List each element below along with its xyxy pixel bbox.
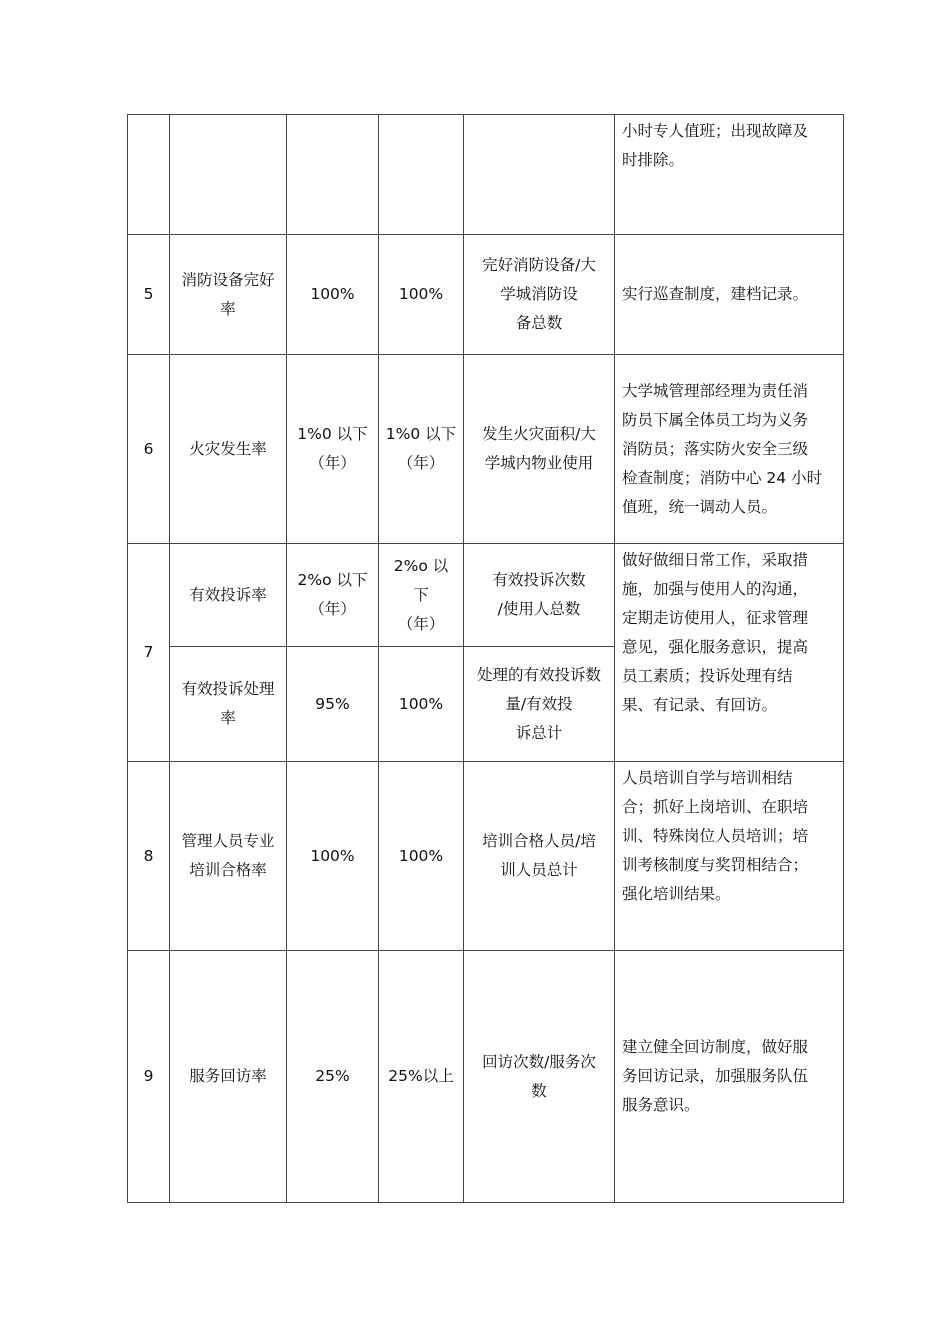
kpi-table xyxy=(127,114,844,1203)
standard-line: 1%0 以下 xyxy=(297,425,368,443)
measures-line: 果、有记录、有回访。 xyxy=(622,696,778,714)
measures-line: 人员培训自学与培训相结 xyxy=(622,769,793,787)
formula-line: 发生火灾面积/大 xyxy=(482,425,596,443)
measures-line: 值班，统一调动人员。 xyxy=(622,497,778,516)
target-line: 100% xyxy=(398,285,444,303)
target-line: 2%o 以 xyxy=(393,556,449,575)
name-line: 有效投诉处理 xyxy=(181,680,275,698)
target-line: 1%0 以下 xyxy=(385,425,457,443)
target-line: 100% xyxy=(398,846,444,865)
no-cell: 6 xyxy=(128,355,170,544)
formula-cell xyxy=(464,115,615,235)
formula-cell xyxy=(464,647,615,762)
name-cell xyxy=(170,355,287,544)
formula-line: 有效投诉次数 xyxy=(492,571,586,589)
formula-cell xyxy=(464,762,615,951)
measures-line: 定期走访使用人，征求管理 xyxy=(622,609,809,627)
name-line: 管理人员专业 xyxy=(181,832,275,850)
standard-line: （年） xyxy=(309,454,356,472)
name-line: 火灾发生率 xyxy=(189,439,267,458)
table-row xyxy=(128,951,844,1203)
measures-line: 施，加强与使用人的沟通， xyxy=(622,580,809,598)
table-row xyxy=(128,235,844,355)
formula-cell xyxy=(464,951,615,1203)
formula-line: 诉总计 xyxy=(515,723,563,742)
target-cell xyxy=(379,115,464,235)
target-line: 下 xyxy=(413,585,429,604)
target-cell xyxy=(379,235,464,355)
formula-line: 数 xyxy=(531,1081,547,1100)
standard-cell xyxy=(287,951,379,1203)
standard-line: 2%o 以下 xyxy=(297,571,368,589)
measures-line: 建立健全回访制度，做好服 xyxy=(622,1038,809,1056)
name-cell xyxy=(170,762,287,951)
formula-line: 备总数 xyxy=(515,314,563,332)
formula-line: 学城消防设 xyxy=(500,285,578,303)
measures-cell xyxy=(615,355,844,544)
formula-line: 训人员总计 xyxy=(500,861,578,879)
name-cell xyxy=(170,115,287,235)
formula-line: /使用人总数 xyxy=(497,600,581,618)
measures-cell xyxy=(615,235,844,355)
name-line: 消防设备完好 xyxy=(181,270,275,289)
formula-line: 培训合格人员/培 xyxy=(482,832,596,850)
measures-cell xyxy=(615,762,844,951)
name-line: 率 xyxy=(220,299,236,318)
formula-line: 量/有效投 xyxy=(505,694,573,713)
measures-line: 防员下属全体员工均为义务 xyxy=(622,410,809,429)
measures-line: 训、特殊岗位人员培训；培 xyxy=(622,827,809,845)
name-cell xyxy=(170,951,287,1203)
formula-line: 完好消防设备/大 xyxy=(482,256,596,274)
target-cell xyxy=(379,544,464,647)
no-cell: 8 xyxy=(128,762,170,951)
name-cell xyxy=(170,647,287,762)
formula-cell xyxy=(464,235,615,355)
measures-line: 消防员；落实防火安全三级 xyxy=(622,439,809,458)
no-cell: 7 xyxy=(128,544,170,762)
formula-cell xyxy=(464,544,615,647)
target-cell xyxy=(379,355,464,544)
table-row xyxy=(128,544,844,647)
formula-line: 处理的有效投诉数 xyxy=(476,665,601,684)
standard-cell xyxy=(287,647,379,762)
no-cell: 9 xyxy=(128,951,170,1203)
measures-line: 时排除。 xyxy=(622,151,685,169)
table-row xyxy=(128,115,844,235)
name-line: 培训合格率 xyxy=(189,861,267,879)
target-cell xyxy=(379,647,464,762)
standard-line: 95% xyxy=(315,694,350,713)
measures-line: 做好做细日常工作，采取措 xyxy=(622,551,809,569)
formula-cell xyxy=(464,355,615,544)
standard-line: 100% xyxy=(310,285,355,303)
measures-line: 服务意识。 xyxy=(622,1096,700,1114)
standard-cell xyxy=(287,355,379,544)
target-line: （年） xyxy=(397,614,445,633)
table-row xyxy=(128,762,844,951)
measures-line: 强化培训结果。 xyxy=(622,885,731,903)
standard-line: （年） xyxy=(309,600,356,618)
measures-line: 务回访记录，加强服务队伍 xyxy=(622,1067,809,1085)
measures-line: 小时专人值班；出现故障及 xyxy=(622,122,809,140)
name-line: 服务回访率 xyxy=(189,1067,267,1085)
measures-line: 大学城管理部经理为责任消 xyxy=(622,381,809,400)
standard-cell xyxy=(287,235,379,355)
measures-cell xyxy=(615,115,844,235)
measures-line: 训考核制度与奖罚相结合； xyxy=(622,856,809,874)
no-cell xyxy=(128,115,170,235)
measures-line: 检查制度；消防中心 24 小时 xyxy=(622,468,823,487)
standard-line: 100% xyxy=(310,846,355,865)
standard-cell xyxy=(287,762,379,951)
target-line: 25%以上 xyxy=(388,1067,454,1085)
measures-cell xyxy=(615,544,844,762)
measures-cell xyxy=(615,951,844,1203)
measures-line: 员工素质；投诉处理有结 xyxy=(622,667,793,685)
target-cell xyxy=(379,951,464,1203)
table-row xyxy=(128,355,844,544)
measures-line: 合；抓好上岗培训、在职培 xyxy=(622,798,809,816)
measures-line: 意见，强化服务意识，提高 xyxy=(622,638,809,656)
name-line: 率 xyxy=(220,709,236,727)
standard-cell xyxy=(287,544,379,647)
target-line: （年） xyxy=(397,454,445,472)
standard-line: 25% xyxy=(315,1067,350,1085)
measures-line: 实行巡查制度，建档记录。 xyxy=(622,285,809,303)
formula-line: 学城内物业使用 xyxy=(484,454,594,472)
name-cell xyxy=(170,235,287,355)
name-line: 有效投诉率 xyxy=(189,585,267,604)
formula-line: 回访次数/服务次 xyxy=(482,1052,596,1071)
name-cell xyxy=(170,544,287,647)
no-cell: 5 xyxy=(128,235,170,355)
standard-cell xyxy=(287,115,379,235)
target-cell xyxy=(379,762,464,951)
target-line: 100% xyxy=(398,694,444,713)
